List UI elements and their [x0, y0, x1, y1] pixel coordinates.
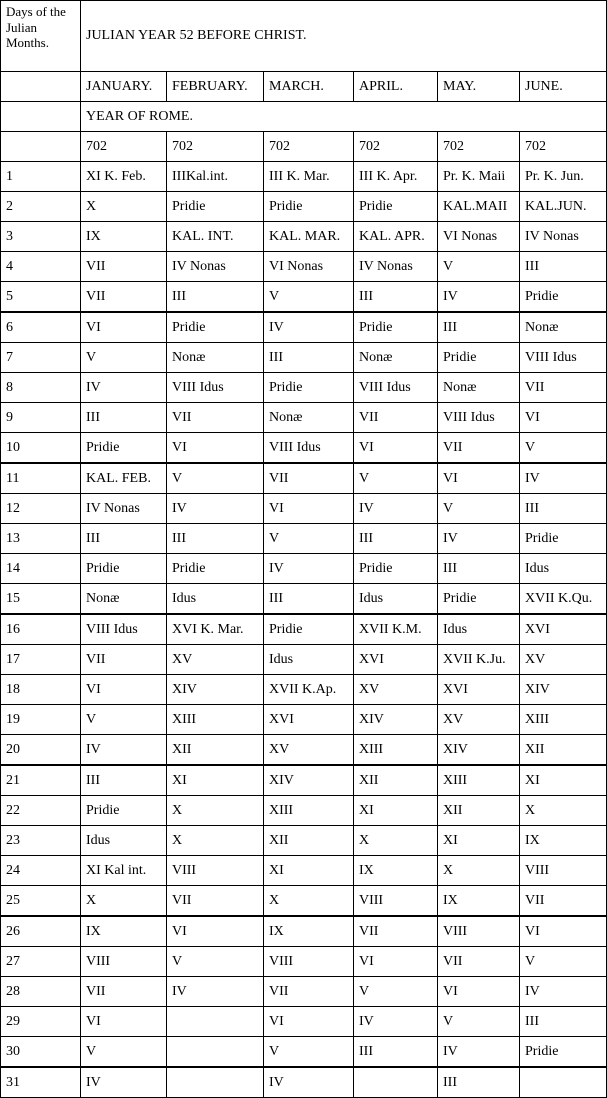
day-cell-april: XVI — [354, 645, 438, 675]
day-cell-april: Pridie — [354, 192, 438, 222]
day-cell-march: VI Nonas — [264, 252, 354, 282]
day-cell-january: Pridie — [81, 433, 167, 464]
day-cell-january: III — [81, 524, 167, 554]
day-cell-march: Pridie — [264, 192, 354, 222]
day-cell-january: III — [81, 403, 167, 433]
day-cell-may: III — [438, 1067, 520, 1098]
subtitle-row — [1, 102, 607, 132]
day-cell-may: III — [438, 554, 520, 584]
year-cell: 702 — [438, 132, 520, 162]
day-cell-may: XVII K.Ju. — [438, 645, 520, 675]
day-cell-june: VI — [520, 403, 607, 433]
day-cell-march: VIII Idus — [264, 433, 354, 464]
day-cell-march: KAL. MAR. — [264, 222, 354, 252]
table-row — [1, 916, 607, 947]
day-number: 25 — [1, 886, 81, 917]
title-row — [1, 1, 607, 72]
table-row — [1, 614, 607, 645]
day-cell-june: IV Nonas — [520, 222, 607, 252]
month-header-spacer — [1, 72, 81, 102]
day-cell-may: VIII — [438, 916, 520, 947]
day-number: 3 — [1, 222, 81, 252]
day-cell-may: V — [438, 494, 520, 524]
day-cell-april: V — [354, 463, 438, 494]
day-cell-june — [520, 1067, 607, 1098]
day-number: 4 — [1, 252, 81, 282]
day-number: 1 — [1, 162, 81, 192]
day-cell-may: Nonæ — [438, 373, 520, 403]
day-cell-may: VIII Idus — [438, 403, 520, 433]
day-cell-february: X — [167, 796, 264, 826]
day-cell-february: VII — [167, 403, 264, 433]
day-number: 7 — [1, 343, 81, 373]
table-row — [1, 1067, 607, 1098]
day-cell-june: Pridie — [520, 282, 607, 313]
day-cell-june: III — [520, 1007, 607, 1037]
day-number: 16 — [1, 614, 81, 645]
day-cell-february: Pridie — [167, 192, 264, 222]
day-cell-march: IV — [264, 554, 354, 584]
month-header-march: MARCH. — [264, 72, 354, 102]
year-cell: 702 — [167, 132, 264, 162]
day-cell-january: VIII — [81, 947, 167, 977]
day-cell-february: VI — [167, 916, 264, 947]
day-cell-march: XII — [264, 826, 354, 856]
table-row — [1, 494, 607, 524]
day-number: 8 — [1, 373, 81, 403]
day-number: 10 — [1, 433, 81, 464]
day-cell-january: IX — [81, 916, 167, 947]
day-cell-april: VIII Idus — [354, 373, 438, 403]
day-cell-may: III — [438, 312, 520, 343]
day-number: 31 — [1, 1067, 81, 1098]
table-row — [1, 826, 607, 856]
day-cell-april: IV Nonas — [354, 252, 438, 282]
day-cell-january: VII — [81, 645, 167, 675]
day-cell-february: IV Nonas — [167, 252, 264, 282]
day-cell-january: Nonæ — [81, 584, 167, 615]
day-cell-april — [354, 1067, 438, 1098]
day-cell-january: VI — [81, 312, 167, 343]
day-cell-april: XVII K.M. — [354, 614, 438, 645]
day-cell-june: VI — [520, 916, 607, 947]
day-cell-april: IV — [354, 1007, 438, 1037]
day-cell-march: III K. Mar. — [264, 162, 354, 192]
day-number: 13 — [1, 524, 81, 554]
year-cell: 702 — [520, 132, 607, 162]
day-cell-february: VIII — [167, 856, 264, 886]
day-cell-march: VI — [264, 494, 354, 524]
table-row — [1, 1037, 607, 1068]
table-row — [1, 856, 607, 886]
day-cell-april: Pridie — [354, 312, 438, 343]
day-number: 24 — [1, 856, 81, 886]
day-number: 20 — [1, 735, 81, 766]
day-cell-march: XVI — [264, 705, 354, 735]
day-cell-march: III — [264, 343, 354, 373]
day-number: 18 — [1, 675, 81, 705]
day-cell-march: V — [264, 524, 354, 554]
table-row — [1, 1007, 607, 1037]
day-cell-april: VI — [354, 433, 438, 464]
day-number: 27 — [1, 947, 81, 977]
day-cell-may: IV — [438, 524, 520, 554]
table-row — [1, 645, 607, 675]
day-cell-march: VI — [264, 1007, 354, 1037]
day-cell-may: Pridie — [438, 343, 520, 373]
day-cell-march: X — [264, 886, 354, 917]
day-number: 14 — [1, 554, 81, 584]
day-cell-june: XIII — [520, 705, 607, 735]
day-cell-january: Pridie — [81, 796, 167, 826]
day-cell-april: Pridie — [354, 554, 438, 584]
month-header-june: JUNE. — [520, 72, 607, 102]
day-cell-january: III — [81, 765, 167, 796]
day-cell-may: Idus — [438, 614, 520, 645]
day-cell-february: III — [167, 524, 264, 554]
day-cell-may: IX — [438, 886, 520, 917]
year-row — [1, 132, 607, 162]
day-number: 9 — [1, 403, 81, 433]
day-cell-may: VII — [438, 947, 520, 977]
table-row — [1, 433, 607, 464]
day-cell-january: VII — [81, 977, 167, 1007]
day-cell-february: KAL. INT. — [167, 222, 264, 252]
day-cell-april: IX — [354, 856, 438, 886]
day-cell-february: V — [167, 947, 264, 977]
day-cell-june: VIII — [520, 856, 607, 886]
day-cell-january: IV — [81, 1067, 167, 1098]
day-cell-june: IV — [520, 463, 607, 494]
year-of-rome-label: YEAR OF ROME. — [81, 102, 607, 132]
day-cell-february: VII — [167, 886, 264, 917]
day-cell-may: VI Nonas — [438, 222, 520, 252]
day-cell-april: XIII — [354, 735, 438, 766]
day-cell-may: X — [438, 856, 520, 886]
day-cell-march: XIV — [264, 765, 354, 796]
day-cell-january: X — [81, 192, 167, 222]
day-cell-january: V — [81, 1037, 167, 1068]
day-cell-march: XV — [264, 735, 354, 766]
table-row — [1, 796, 607, 826]
table-row — [1, 524, 607, 554]
day-number: 26 — [1, 916, 81, 947]
day-cell-april: III K. Apr. — [354, 162, 438, 192]
table-row — [1, 947, 607, 977]
year-row-spacer — [1, 132, 81, 162]
day-cell-february: IV — [167, 977, 264, 1007]
year-cell: 702 — [81, 132, 167, 162]
day-cell-january: VII — [81, 252, 167, 282]
day-cell-may: XI — [438, 826, 520, 856]
day-cell-march: Pridie — [264, 373, 354, 403]
year-cell: 702 — [354, 132, 438, 162]
day-cell-june: VIII Idus — [520, 343, 607, 373]
day-cell-january: IX — [81, 222, 167, 252]
day-cell-june: X — [520, 796, 607, 826]
table-row — [1, 343, 607, 373]
day-cell-january: Idus — [81, 826, 167, 856]
day-cell-february: VIII Idus — [167, 373, 264, 403]
day-cell-april: Nonæ — [354, 343, 438, 373]
day-cell-june: XVI — [520, 614, 607, 645]
day-cell-february: VI — [167, 433, 264, 464]
day-cell-may: VI — [438, 977, 520, 1007]
day-cell-june: IX — [520, 826, 607, 856]
table-row — [1, 554, 607, 584]
day-cell-february: XIII — [167, 705, 264, 735]
table-row — [1, 675, 607, 705]
table-row — [1, 222, 607, 252]
month-header-february: FEBRUARY. — [167, 72, 264, 102]
day-cell-june: Pridie — [520, 1037, 607, 1068]
day-number: 22 — [1, 796, 81, 826]
day-cell-february: Pridie — [167, 554, 264, 584]
day-cell-february: X — [167, 826, 264, 856]
subtitle-spacer — [1, 102, 81, 132]
day-cell-june: XV — [520, 645, 607, 675]
day-cell-february: XVI K. Mar. — [167, 614, 264, 645]
table-row — [1, 705, 607, 735]
table-row — [1, 584, 607, 615]
day-cell-april: III — [354, 524, 438, 554]
day-cell-may: Pridie — [438, 584, 520, 615]
day-cell-february — [167, 1067, 264, 1098]
day-cell-february: Nonæ — [167, 343, 264, 373]
day-cell-february: V — [167, 463, 264, 494]
day-cell-april: IV — [354, 494, 438, 524]
day-cell-february: IV — [167, 494, 264, 524]
table-row — [1, 765, 607, 796]
day-cell-march: VII — [264, 977, 354, 1007]
table-row — [1, 252, 607, 282]
day-cell-january: VIII Idus — [81, 614, 167, 645]
year-cell: 702 — [264, 132, 354, 162]
day-cell-march: V — [264, 1037, 354, 1068]
day-cell-june: XVII K.Qu. — [520, 584, 607, 615]
month-header-january: JANUARY. — [81, 72, 167, 102]
day-cell-april: III — [354, 1037, 438, 1068]
day-cell-february: IIIKal.int. — [167, 162, 264, 192]
day-cell-may: IV — [438, 282, 520, 313]
table-row — [1, 977, 607, 1007]
day-number: 6 — [1, 312, 81, 343]
table-row — [1, 373, 607, 403]
day-cell-may: XV — [438, 705, 520, 735]
day-number: 30 — [1, 1037, 81, 1068]
day-cell-june: Nonæ — [520, 312, 607, 343]
day-cell-january: IV — [81, 373, 167, 403]
day-cell-january: KAL. FEB. — [81, 463, 167, 494]
table-title: JULIAN YEAR 52 BEFORE CHRIST. — [81, 1, 607, 72]
day-cell-march: V — [264, 282, 354, 313]
table-row — [1, 162, 607, 192]
day-number: 2 — [1, 192, 81, 222]
day-cell-may: V — [438, 252, 520, 282]
day-cell-february — [167, 1037, 264, 1068]
day-cell-june: V — [520, 947, 607, 977]
day-number: 5 — [1, 282, 81, 313]
day-cell-june: KAL.JUN. — [520, 192, 607, 222]
day-cell-may: KAL.MAII — [438, 192, 520, 222]
day-cell-june: V — [520, 433, 607, 464]
day-number: 11 — [1, 463, 81, 494]
day-cell-april: XV — [354, 675, 438, 705]
day-cell-january: V — [81, 343, 167, 373]
day-cell-january: VII — [81, 282, 167, 313]
day-cell-may: Pr. K. Maii — [438, 162, 520, 192]
day-cell-may: V — [438, 1007, 520, 1037]
day-cell-april: XIV — [354, 705, 438, 735]
day-cell-march: VIII — [264, 947, 354, 977]
day-cell-january: IV Nonas — [81, 494, 167, 524]
day-cell-february: XV — [167, 645, 264, 675]
day-cell-march: IV — [264, 1067, 354, 1098]
day-cell-march: XIII — [264, 796, 354, 826]
table-row — [1, 282, 607, 313]
month-header-row — [1, 72, 607, 102]
day-cell-april: Idus — [354, 584, 438, 615]
table-row — [1, 735, 607, 766]
day-number: 17 — [1, 645, 81, 675]
calendar-body — [1, 1, 607, 1098]
day-cell-april: VIII — [354, 886, 438, 917]
day-cell-april: XII — [354, 765, 438, 796]
day-cell-february: III — [167, 282, 264, 313]
day-cell-january: V — [81, 705, 167, 735]
day-cell-april: VII — [354, 916, 438, 947]
table-row — [1, 192, 607, 222]
day-cell-april: KAL. APR. — [354, 222, 438, 252]
day-number: 23 — [1, 826, 81, 856]
day-number: 21 — [1, 765, 81, 796]
day-cell-january: XI K. Feb. — [81, 162, 167, 192]
day-cell-january: IV — [81, 735, 167, 766]
day-cell-june: VII — [520, 373, 607, 403]
day-cell-march: XI — [264, 856, 354, 886]
day-cell-june: VII — [520, 886, 607, 917]
day-cell-march: Nonæ — [264, 403, 354, 433]
table-row — [1, 403, 607, 433]
day-cell-june: III — [520, 252, 607, 282]
day-cell-march: IV — [264, 312, 354, 343]
table-row — [1, 886, 607, 917]
day-cell-february: XIV — [167, 675, 264, 705]
month-header-may: MAY. — [438, 72, 520, 102]
day-cell-april: V — [354, 977, 438, 1007]
day-number: 15 — [1, 584, 81, 615]
day-cell-february: Idus — [167, 584, 264, 615]
day-cell-april: VII — [354, 403, 438, 433]
day-cell-june: IV — [520, 977, 607, 1007]
day-cell-january: Pridie — [81, 554, 167, 584]
day-cell-february: Pridie — [167, 312, 264, 343]
day-cell-june: XII — [520, 735, 607, 766]
day-cell-march: III — [264, 584, 354, 615]
day-number: 29 — [1, 1007, 81, 1037]
table-row — [1, 463, 607, 494]
month-header-april: APRIL. — [354, 72, 438, 102]
day-cell-may: VII — [438, 433, 520, 464]
day-cell-march: Idus — [264, 645, 354, 675]
day-number: 12 — [1, 494, 81, 524]
day-cell-march: IX — [264, 916, 354, 947]
day-cell-january: VI — [81, 1007, 167, 1037]
day-cell-may: IV — [438, 1037, 520, 1068]
day-number: 19 — [1, 705, 81, 735]
day-cell-may: VI — [438, 463, 520, 494]
table-row — [1, 312, 607, 343]
day-number: 28 — [1, 977, 81, 1007]
corner-label: Days of the Julian Months. — [1, 1, 81, 72]
day-cell-march: VII — [264, 463, 354, 494]
day-cell-june: III — [520, 494, 607, 524]
day-cell-june: Pridie — [520, 524, 607, 554]
day-cell-may: XIII — [438, 765, 520, 796]
day-cell-april: III — [354, 282, 438, 313]
day-cell-march: XVII K.Ap. — [264, 675, 354, 705]
day-cell-june: XI — [520, 765, 607, 796]
day-cell-june: XIV — [520, 675, 607, 705]
day-cell-february: XII — [167, 735, 264, 766]
day-cell-march: Pridie — [264, 614, 354, 645]
day-cell-april: VI — [354, 947, 438, 977]
day-cell-april: X — [354, 826, 438, 856]
day-cell-january: XI Kal int. — [81, 856, 167, 886]
day-cell-june: Idus — [520, 554, 607, 584]
day-cell-january: VI — [81, 675, 167, 705]
day-cell-february — [167, 1007, 264, 1037]
day-cell-january: X — [81, 886, 167, 917]
day-cell-may: XIV — [438, 735, 520, 766]
day-cell-june: Pr. K. Jun. — [520, 162, 607, 192]
day-cell-april: XI — [354, 796, 438, 826]
day-cell-may: XII — [438, 796, 520, 826]
day-cell-may: XVI — [438, 675, 520, 705]
day-cell-february: XI — [167, 765, 264, 796]
